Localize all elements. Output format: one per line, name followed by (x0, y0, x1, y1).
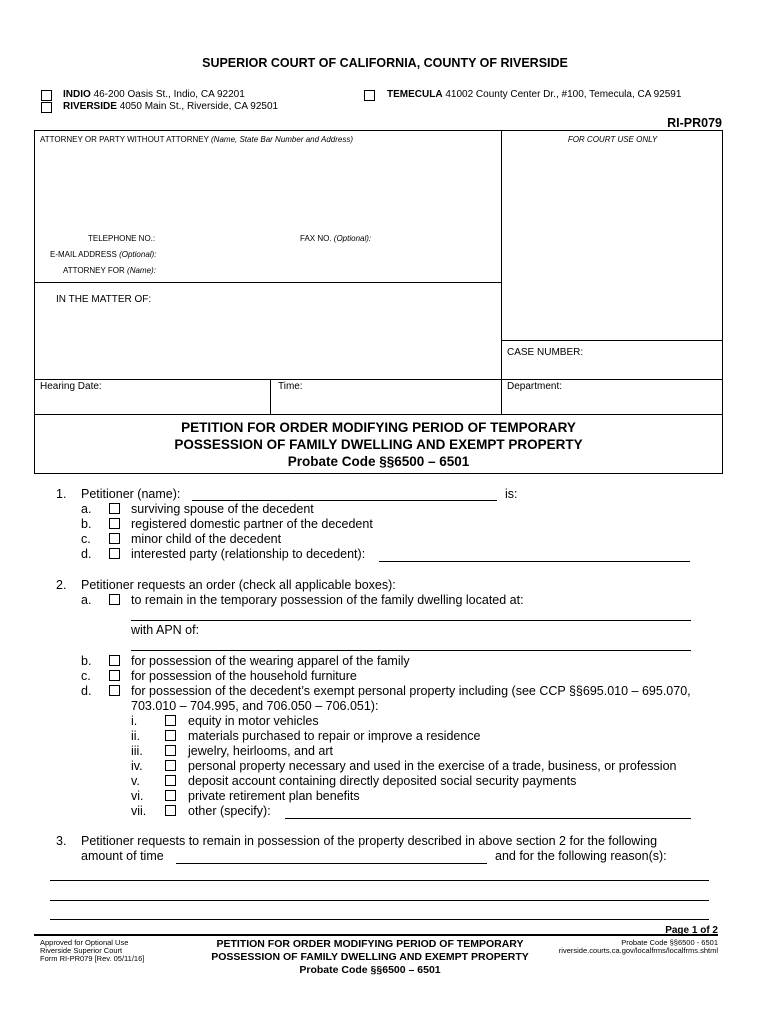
s1-letter-c: c. (81, 532, 91, 546)
matter-label: IN THE MATTER OF: (56, 294, 152, 305)
s1-letter-a: a. (81, 502, 92, 516)
dwelling-address-field[interactable] (131, 620, 691, 621)
apn-label: with APN of: (131, 623, 200, 637)
s1-letter-b: b. (81, 517, 92, 531)
riverside-location: RIVERSIDE 4050 Main St., Riverside, CA 92501 (63, 101, 279, 112)
apn-field[interactable] (131, 650, 691, 651)
sub-text-iv: personal property necessary and used in the exercise of a trade, business, or profession (188, 759, 677, 773)
sub-text-ii: materials purchased to repair or improve a residence (188, 729, 481, 743)
title-divider (34, 414, 723, 415)
fax-label: FAX NO. (Optional): (300, 234, 372, 243)
telephone-label: TELEPHONE NO.: (88, 234, 156, 243)
s2-text-d: for possession of the decedent’s exempt personal property including (see CCP §§695.010 – 695.070, (131, 684, 691, 698)
s2-text-c: for possession of the household furniture (131, 669, 357, 683)
section2-number: 2. (56, 578, 67, 592)
temecula-checkbox[interactable] (364, 90, 375, 101)
email-label: E-MAIL ADDRESS (Optional): (50, 250, 157, 259)
footer-url[interactable]: riverside.courts.ca.gov/localfrms/localfrms.shtml (558, 946, 718, 955)
hearing-col-divider (270, 379, 271, 414)
hearing-date-label: Hearing Date: (40, 381, 102, 392)
sub-checkbox-vii[interactable] (165, 805, 176, 816)
s1-text-b: registered domestic partner of the decedent (131, 517, 373, 531)
attorney-for-label: ATTORNEY FOR (Name): (63, 266, 156, 275)
sub-checkbox-vi[interactable] (165, 790, 176, 801)
section3-time-label: amount of time (81, 849, 164, 863)
reason-line-3[interactable] (50, 919, 709, 920)
footer-probate-code: Probate Code §§6500 - 6501 (621, 938, 718, 947)
section2-label: Petitioner requests an order (check all applicable boxes): (81, 578, 396, 592)
section3-line1: Petitioner requests to remain in possession of the property described in above section 2 for the following (81, 834, 658, 848)
sub-text-i: equity in motor vehicles (188, 714, 319, 728)
footer-approved: Approved for Optional Use (40, 938, 129, 947)
relationship-field[interactable] (379, 561, 690, 562)
sub-checkbox-iii[interactable] (165, 745, 176, 756)
form-title-line2: POSSESSION OF FAMILY DWELLING AND EXEMPT PROPERTY (174, 437, 583, 452)
s2-checkbox-b[interactable] (109, 655, 120, 666)
section3-reason-label: and for the following reason(s): (495, 849, 667, 863)
s2-checkbox-a[interactable] (109, 594, 120, 605)
s2-text-a: to remain in the temporary possession of the family dwelling located at: (131, 593, 524, 607)
temecula-location: TEMECULA 41002 County Center Dr., #100, Temecula, CA 92591 (387, 89, 682, 100)
s1-checkbox-a[interactable] (109, 503, 120, 514)
riverside-checkbox[interactable] (41, 102, 52, 113)
form-title-line1: PETITION FOR ORDER MODIFYING PERIOD OF TEMPORARY (181, 420, 576, 435)
case-number-divider (501, 340, 723, 341)
s1-text-c: minor child of the decedent (131, 532, 282, 546)
time-label: Time: (278, 381, 303, 392)
sub-text-vi: private retirement plan benefits (188, 789, 360, 803)
s1-text-a: surviving spouse of the decedent (131, 502, 314, 516)
s1-letter-d: d. (81, 547, 92, 561)
page-number: Page 1 of 2 (665, 925, 718, 936)
other-specify-field[interactable] (285, 818, 691, 819)
sub-num-vii: vii. (131, 804, 147, 818)
sub-num-v: v. (131, 774, 140, 788)
attorney-label: ATTORNEY OR PARTY WITHOUT ATTORNEY (Name, State Bar Number and Address) (40, 135, 353, 144)
s1-checkbox-b[interactable] (109, 518, 120, 529)
sub-checkbox-v[interactable] (165, 775, 176, 786)
sub-text-iii: jewelry, heirlooms, and art (188, 744, 333, 758)
court-use-label: FOR COURT USE ONLY (567, 135, 658, 144)
footer-title-line2: POSSESSION OF FAMILY DWELLING AND EXEMPT PROPERTY (211, 951, 529, 963)
section3-number: 3. (56, 834, 67, 848)
sub-num-iii: iii. (131, 744, 143, 758)
s2-text-d-cont: 703.010 – 704.995, and 706.050 – 706.051): (131, 699, 379, 713)
s2-checkbox-d[interactable] (109, 685, 120, 696)
petitioner-name-field[interactable] (192, 500, 497, 501)
sub-num-i: i. (131, 714, 138, 728)
amount-of-time-field[interactable] (176, 863, 487, 864)
petitioner-name-label: Petitioner (name): (81, 487, 181, 501)
reason-line-1[interactable] (50, 880, 709, 881)
sub-checkbox-ii[interactable] (165, 730, 176, 741)
s2-letter-b: b. (81, 654, 92, 668)
footer-title-line1: PETITION FOR ORDER MODIFYING PERIOD OF TEMPORARY (216, 938, 524, 950)
s2-letter-a: a. (81, 593, 92, 607)
s2-text-b: for possession of the wearing apparel of the family (131, 654, 410, 668)
matter-divider (34, 282, 501, 283)
s2-letter-c: c. (81, 669, 91, 683)
s2-letter-d: d. (81, 684, 92, 698)
sub-num-iv: iv. (131, 759, 143, 773)
s1-text-d: interested party (relationship to decedent): (131, 547, 366, 561)
footer-title-line3: Probate Code §§6500 – 6501 (299, 964, 441, 976)
form-id: RI-PR079 (667, 116, 722, 130)
sub-checkbox-iv[interactable] (165, 760, 176, 771)
footer-court: Riverside Superior Court (40, 946, 123, 955)
form-title-line3: Probate Code §§6500 – 6501 (287, 454, 470, 469)
footer-divider (34, 934, 718, 936)
s1-checkbox-c[interactable] (109, 533, 120, 544)
section1-number: 1. (56, 487, 67, 501)
s1-checkbox-d[interactable] (109, 548, 120, 559)
is-label: is: (505, 487, 518, 501)
s2-checkbox-c[interactable] (109, 670, 120, 681)
footer-form-rev: Form RI-PR079 [Rev. 05/11/16] (40, 954, 145, 963)
court-title: SUPERIOR COURT OF CALIFORNIA, COUNTY OF RIVERSIDE (202, 56, 568, 70)
court-use-divider (501, 130, 502, 414)
reason-line-2[interactable] (50, 900, 709, 901)
indio-location: INDIO 46-200 Oasis St., Indio, CA 92201 (63, 89, 245, 100)
sub-num-vi: vi. (131, 789, 144, 803)
hearing-divider (34, 379, 723, 380)
sub-text-v: deposit account containing directly deposited social security payments (188, 774, 577, 788)
sub-checkbox-i[interactable] (165, 715, 176, 726)
case-number-label: CASE NUMBER: (507, 347, 584, 358)
sub-num-ii: ii. (131, 729, 141, 743)
indio-checkbox[interactable] (41, 90, 52, 101)
department-label: Department: (507, 381, 563, 392)
sub-text-vii: other (specify): (188, 804, 271, 818)
